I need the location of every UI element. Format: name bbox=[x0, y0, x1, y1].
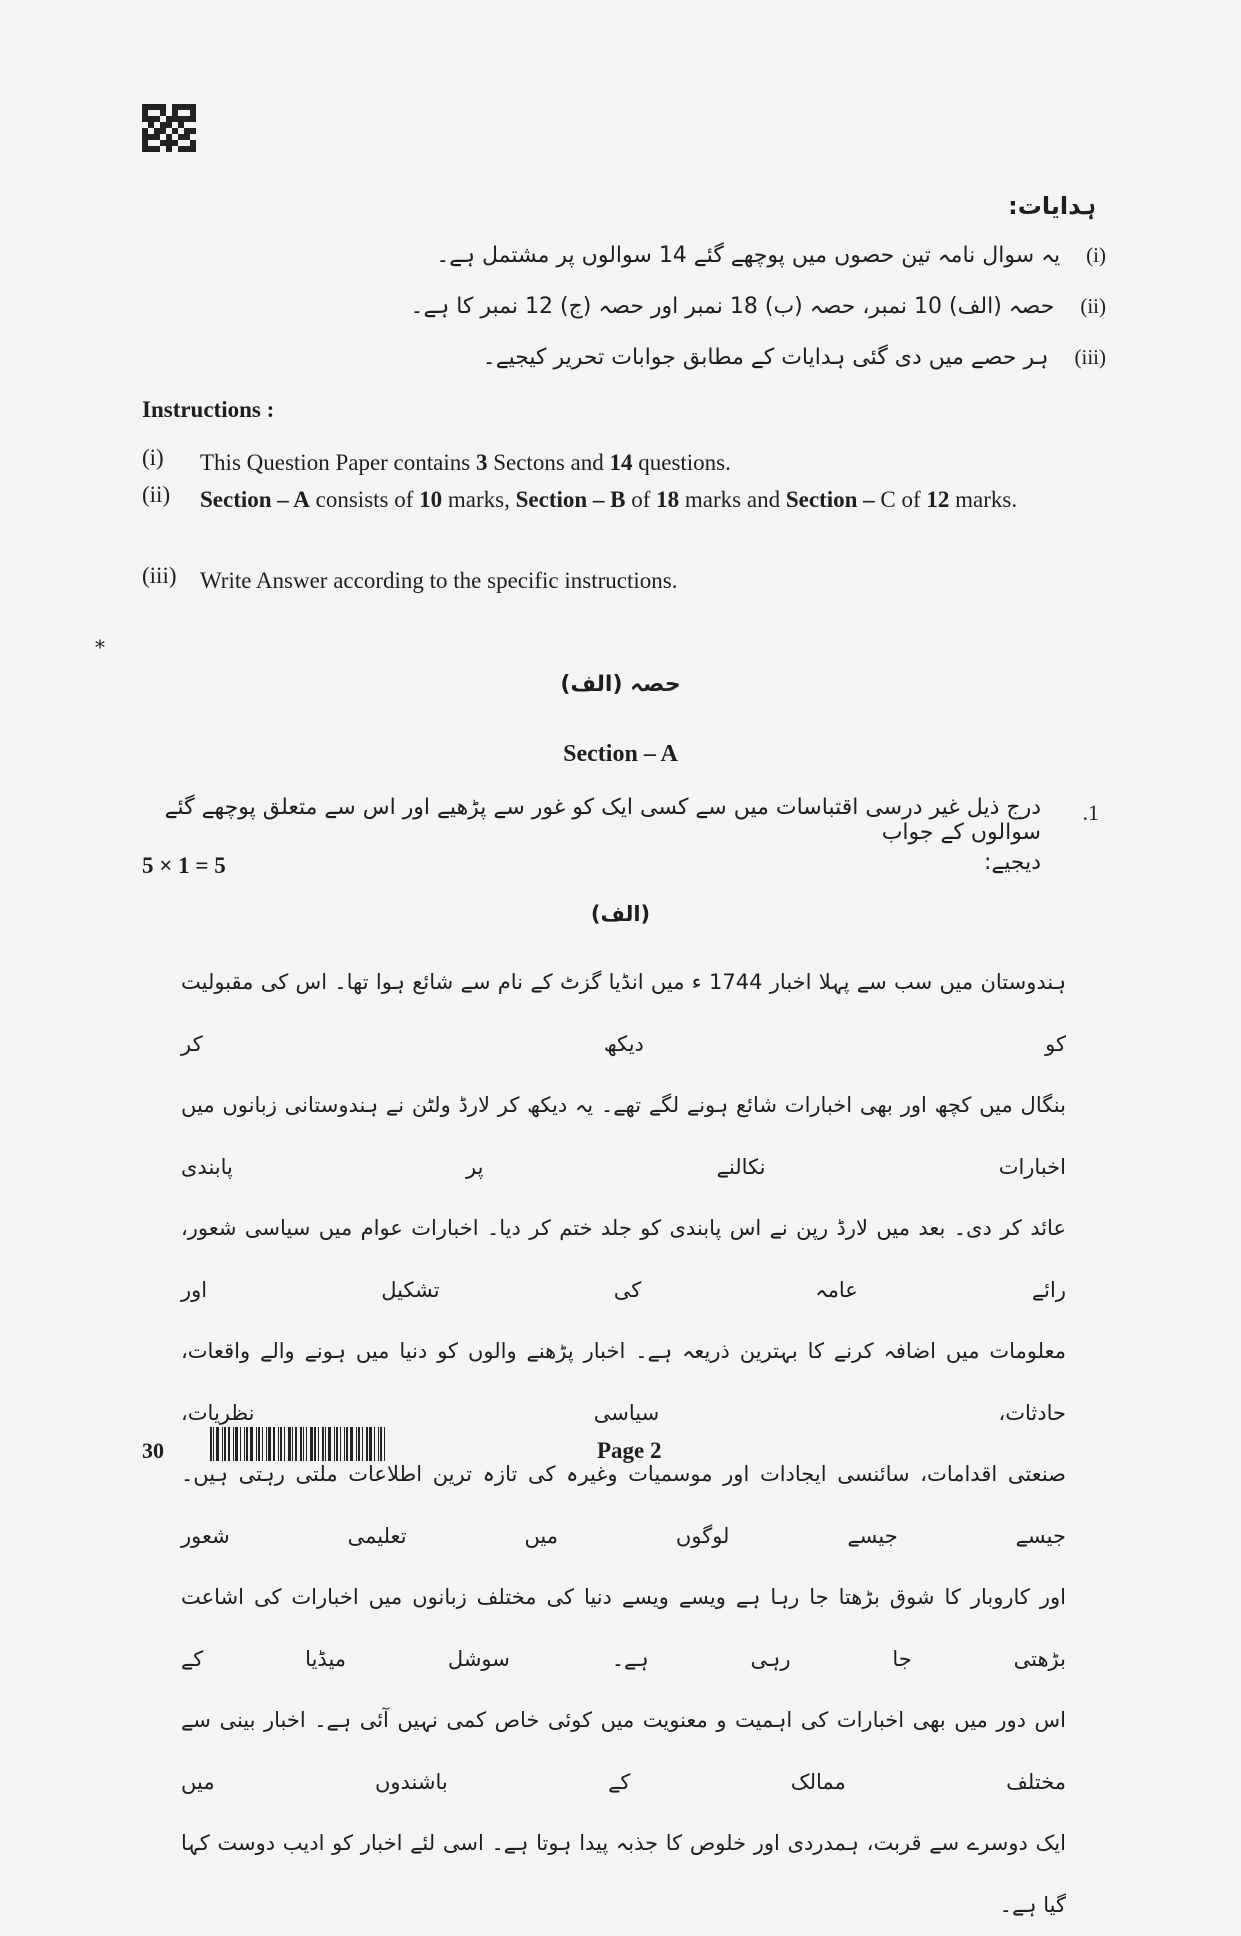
instruction-item bbox=[142, 482, 1080, 518]
urdu-instruction-item bbox=[483, 345, 1106, 370]
section-title-urdu: حصہ (الف) bbox=[560, 672, 681, 697]
passage-line: اس دور میں بھی اخبارات کی اہمیت و معنویت میں کوئی خاص کمی نہیں آئی ہے۔ اخبار بینی سے مختلف ممالک کے باشندوں میں bbox=[181, 1708, 1066, 1794]
passage-line: ایک دوسرے سے قربت، ہمدردی اور خلوص کا جذبہ پیدا ہوتا ہے۔ اسی لئے اخبار کو ادیب دوست کہا گیا ہے۔ bbox=[181, 1831, 1066, 1917]
question-marks: 5 × 1 = 5 bbox=[142, 853, 226, 878]
instruction-item bbox=[142, 445, 1080, 481]
urdu-instruction-number: (iii) bbox=[1074, 345, 1106, 369]
instructions-title: Instructions : bbox=[142, 397, 275, 422]
passage-line: معلومات میں اضافہ کرنے کا بہترین ذریعہ ہے۔ اخبار پڑھنے والوں کو دنیا میں ہونے والے واقعات، حادثات، سیاسی نظریات، bbox=[181, 1339, 1066, 1425]
barcode-icon bbox=[210, 1427, 410, 1461]
instruction-text: Write Answer according to the specific instructions. bbox=[200, 568, 678, 593]
passage-label: (الف) bbox=[590, 902, 651, 926]
urdu-instruction-text: حصہ (الف) 10 نمبر، حصہ (ب) 18 نمبر اور حصہ (ج) 12 نمبر کا ہے۔ bbox=[410, 294, 1055, 319]
star-mark: * bbox=[95, 635, 105, 659]
instruction-text: Section – A consists of 10 marks, Section – B of 18 marks and Section – C of 12 marks. bbox=[200, 487, 1018, 512]
instruction-number: (ii) bbox=[142, 482, 171, 507]
instruction-number: (iii) bbox=[142, 563, 177, 588]
paper-code: 30 bbox=[142, 1438, 164, 1463]
urdu-instructions-title: ہدایات: bbox=[1008, 192, 1096, 220]
passage-line: بنگال میں کچھ اور بھی اخبارات شائع ہونے لگے تھے۔ یہ دیکھ کر لارڈ ولٹن نے ہندوستانی زبانوں میں اخبارات نکالنے پر پابندی bbox=[181, 1093, 1066, 1179]
urdu-instruction-number: (i) bbox=[1086, 243, 1106, 267]
question-text: درج ذیل غیر درسی اقتباسات میں سے کسی ایک کو غور سے پڑھیے اور اس سے متعلق پوچھے گئے سوالوں کے جواب bbox=[164, 795, 1041, 845]
section-title-english: Section – A bbox=[563, 741, 678, 767]
page-number: Page 2 bbox=[597, 1438, 662, 1463]
question-text-continued: دیجیے: bbox=[983, 850, 1041, 875]
urdu-instruction-text: یہ سوال نامہ تین حصوں میں پوچھے گئے 14 سوالوں پر مشتمل ہے۔ bbox=[436, 243, 1061, 268]
passage-line: صنعتی اقدامات، سائنسی ایجادات اور موسمیات وغیرہ کی تازہ ترین اطلاعات ملتی رہتی ہیں۔ جیسے جیسے لوگوں میں تعلیمی شعور bbox=[181, 1462, 1066, 1548]
passage-line: عائد کر دی۔ بعد میں لارڈ رپن نے اس پابندی کو جلد ختم کر دیا۔ اخبارات عوام میں سیاسی شعور، رائے عامہ کی تشکیل اور bbox=[181, 1216, 1066, 1302]
instruction-text: This Question Paper contains 3 Sectons and 14 questions. bbox=[200, 450, 731, 475]
passage-line: اور کاروبار کا شوق بڑھتا جا رہا ہے ویسے ویسے دنیا کی مختلف زبانوں میں اخبارات کی اشاعت بڑھتی جا رہی ہے۔ سوشل میڈیا کے bbox=[181, 1585, 1066, 1671]
question-number: .1 bbox=[1082, 800, 1099, 825]
instruction-number: (i) bbox=[142, 445, 164, 470]
urdu-instruction-text: ہر حصے میں دی گئی ہدایات کے مطابق جوابات تحریر کیجیے۔ bbox=[482, 345, 1049, 370]
instruction-item bbox=[142, 563, 1080, 599]
urdu-instruction-item bbox=[436, 243, 1106, 268]
urdu-instruction-item bbox=[411, 294, 1106, 319]
qr-code-icon bbox=[142, 104, 196, 154]
urdu-instruction-number: (ii) bbox=[1080, 294, 1106, 318]
passage-line: ہندوستان میں سب سے پہلا اخبار 1744 ء میں انڈیا گزٹ کے نام سے شائع ہوا تھا۔ اس کی مقبولیت کو دیکھ کر bbox=[181, 970, 1067, 1056]
